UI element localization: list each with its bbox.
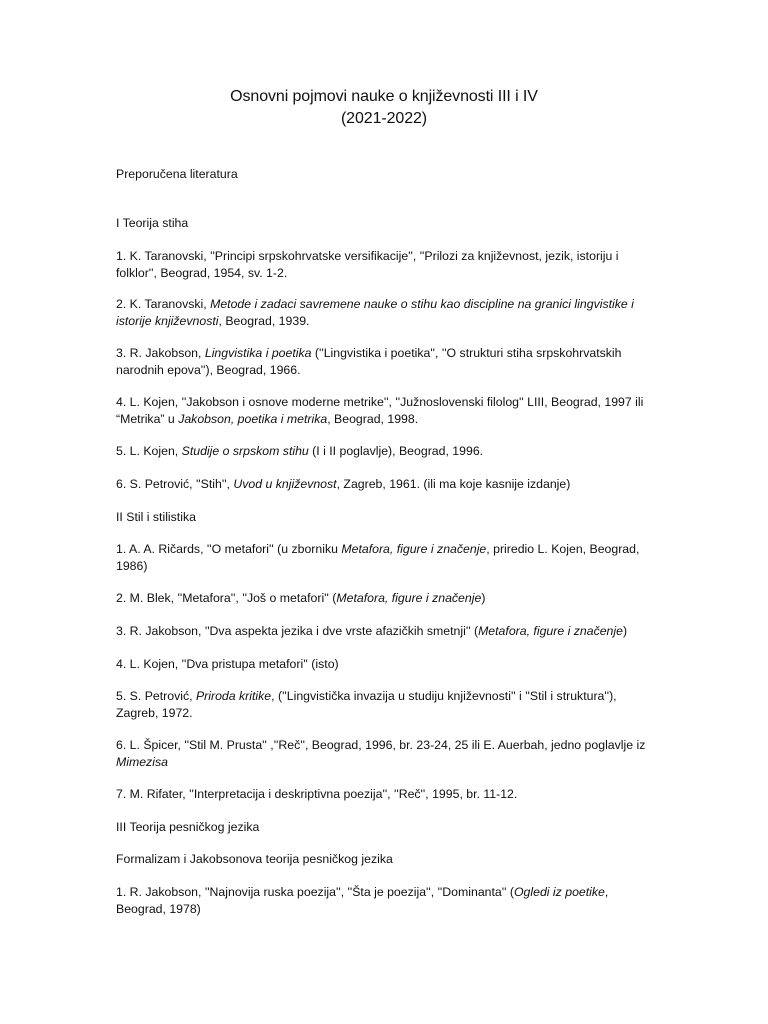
document-title: Osnovni pojmovi nauke o književnosti III i IV <box>230 88 538 105</box>
item-text: (''Lingvistika i poetika'', ''O strukturi stiha srpskohrvatskih narodnih epova''), Beograd, 1966. <box>116 346 622 377</box>
item-text: , Zagreb, 1961. (ili ma koje kasnije izdanje) <box>336 477 571 491</box>
list-item <box>116 623 656 640</box>
subsection-heading-formalism: Formalizam i Jakobsonova teorija pesničkog jezika <box>116 852 393 866</box>
list-item <box>116 688 656 722</box>
item-italic-title: Mimezisa <box>116 755 168 769</box>
list-item <box>116 296 656 330</box>
item-text: 5. S. Petrović, <box>116 689 196 703</box>
list-item <box>116 786 656 803</box>
list-item <box>116 590 656 607</box>
list-item <box>116 884 656 918</box>
section-heading-style: II Stil i stilistika <box>116 510 196 524</box>
document-subtitle-years: (2021-2022) <box>340 110 428 127</box>
item-text: 6. S. Petrović, ''Stih'', <box>116 477 234 491</box>
item-italic-title: Ogledi iz poetike <box>513 885 605 899</box>
item-italic-title: Priroda kritike <box>195 689 272 703</box>
item-text: 7. M. Rifater, ''Interpretacija i deskriptivna poezija'', ''Reč'', 1995, br. 11-12. <box>116 787 518 801</box>
section-heading-verse-theory: I Teorija stiha <box>116 216 189 230</box>
item-italic-title: Uvod u književnost <box>233 477 337 491</box>
item-text: 1. R. Jakobson, ''Najnovija ruska poezija'', ''Šta je poezija'', ''Dominanta'' ( <box>116 885 514 899</box>
item-text: , Beograd, 1998. <box>327 412 419 426</box>
item-text: 5. L. Kojen, <box>116 444 182 458</box>
item-text: 2. M. Blek, ''Metafora'', ''Još o metafori'' ( <box>116 591 337 605</box>
item-italic-title: Metafora, figure i značenje <box>478 624 623 638</box>
item-text: 3. R. Jakobson, ''Dva aspekta jezika i dve vrste afazičkih smetnji'' ( <box>116 624 479 638</box>
list-item <box>116 656 656 673</box>
item-text: 4. L. Kojen, ''Jakobson i osnove moderne metrike'', ''Južnoslovenski filolog'' LIII, Beograd, 1997 ili “Metrika” u <box>116 395 644 426</box>
item-text: 6. L. Špicer, ''Stil M. Prusta'' ,''Reč'', Beograd, 1996, br. 23-24, 25 ili E. Auerbah, jedno poglavlje iz <box>116 738 646 752</box>
literature-heading: Preporučena literatura <box>116 167 238 181</box>
item-text: 2. K. Taranovski, <box>116 297 211 311</box>
list-item <box>116 476 656 493</box>
item-text: , (''Lingvistička invazija u studiju književnosti'' i ''Stil i struktura''), Zagreb, 1972. <box>116 689 617 720</box>
item-text: ) <box>622 624 628 638</box>
list-item <box>116 541 656 575</box>
item-text: , priredio L. Kojen, Beograd, 1986) <box>116 542 640 573</box>
item-italic-title: Jakobson, poetika i metrika <box>178 412 328 426</box>
item-text: ) <box>481 591 486 605</box>
item-text: 4. L. Kojen, ''Dva pristupa metafori'' (isto) <box>116 657 339 671</box>
item-text: , Beograd, 1939. <box>218 314 310 328</box>
item-italic-title: Studije o srpskom stihu <box>181 444 309 458</box>
item-italic-title: Metafora, figure i značenje <box>341 542 487 556</box>
item-text: (I i II poglavlje), Beograd, 1996. <box>308 444 484 458</box>
item-italic-title: Lingvistika i poetika <box>204 346 312 360</box>
list-item <box>116 394 656 428</box>
item-text: 1. A. A. Ričards, ''O metafori'' (u zborniku <box>116 542 342 556</box>
section-heading-poetic-language: III Teorija pesničkog jezika <box>116 820 260 834</box>
list-item <box>116 443 656 460</box>
item-text: , Beograd, 1978) <box>116 885 609 916</box>
item-italic-title: Metode i zadaci savremene nauke o stihu kao discipline na granici lingvistike i istorije književnosti <box>116 297 634 328</box>
item-italic-title: Metafora, figure i značenje <box>336 591 482 605</box>
list-item <box>116 345 656 379</box>
list-item <box>116 248 656 282</box>
list-item <box>116 737 656 771</box>
item-text: 1. K. Taranovski, ''Principi srpskohrvatske versifikacije'', ''Prilozi za književnost, jezik, istoriju i folklor'', Beograd, 1954, sv. 1-2. <box>116 249 619 280</box>
item-text: 3. R. Jakobson, <box>116 346 205 360</box>
